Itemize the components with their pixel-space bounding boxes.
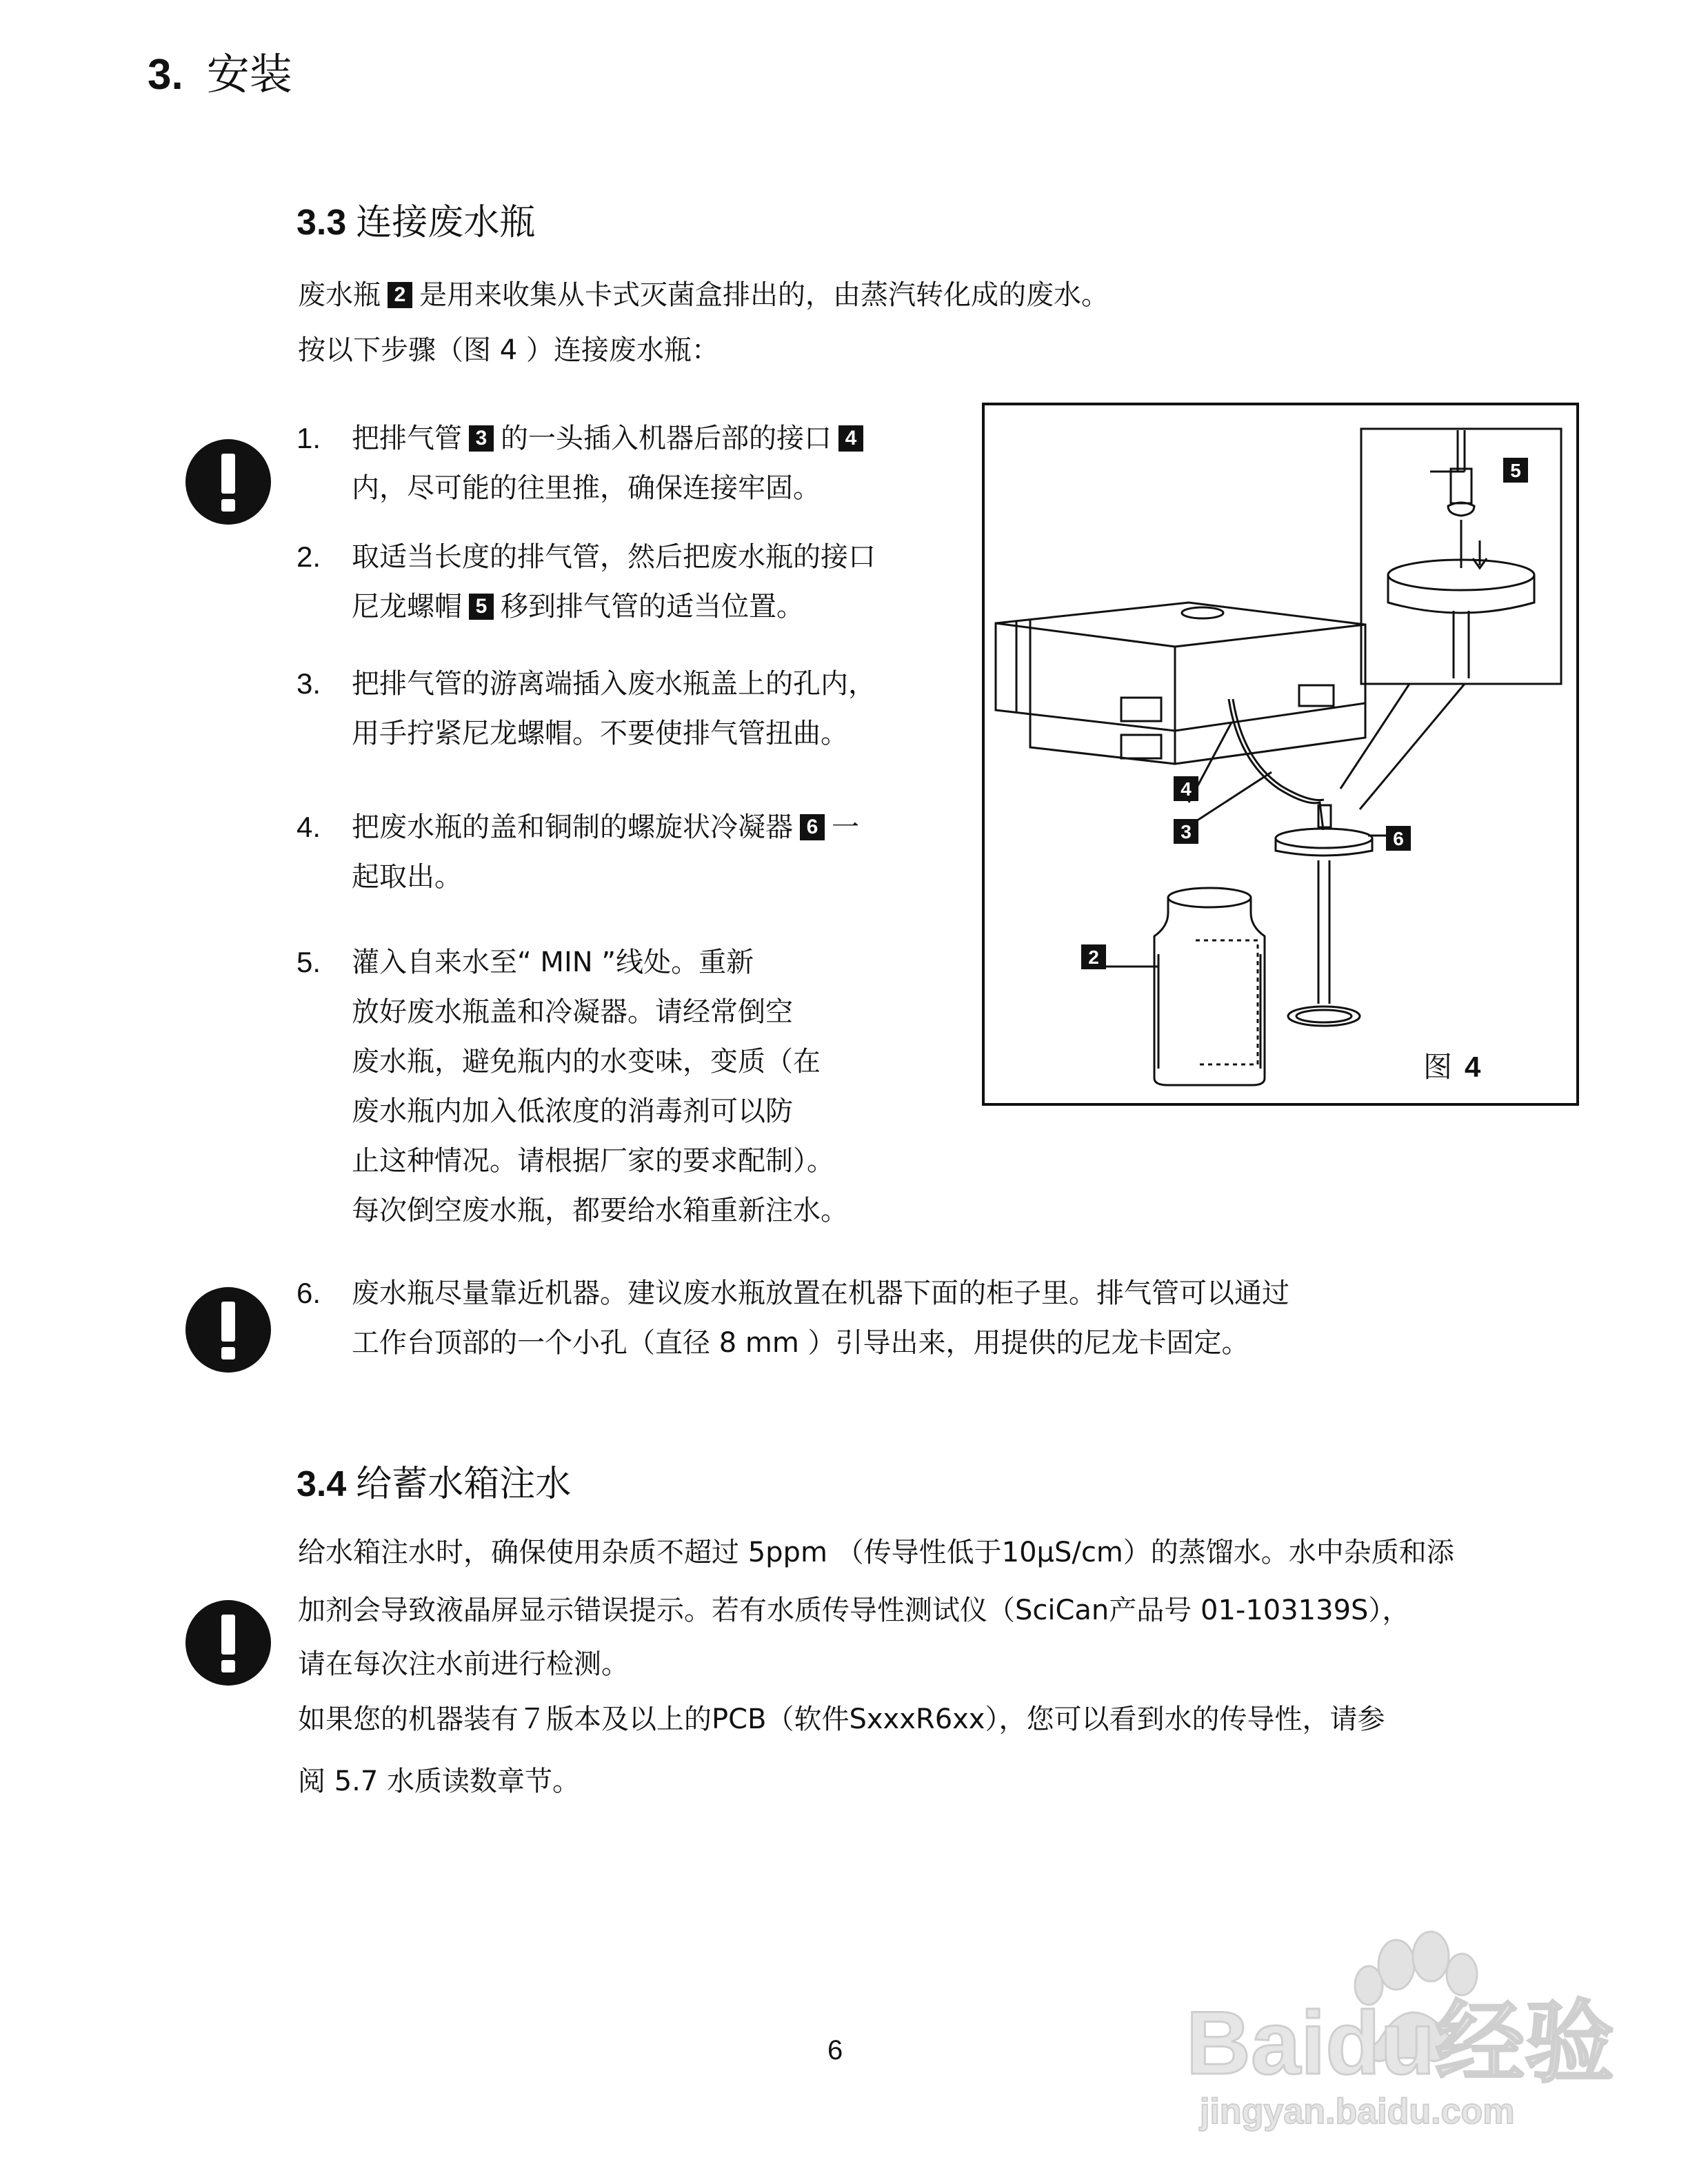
svg-text:6: 6 (1393, 828, 1404, 849)
step-number: 1. (297, 422, 321, 454)
chapter-title: 安装 (206, 49, 292, 99)
step-5-line-4: 废水瓶内加入低浓度的消毒剂可以防 (352, 1095, 793, 1127)
section-3-4-line-2: 加剂会导致液晶屏显示错误提示。若有水质传导性测试仪（SciCan产品号 01-103139S）， (298, 1595, 1410, 1626)
svg-text:Baidu经验: Baidu经验 (1186, 1992, 1615, 2093)
warning-exclamation-icon (185, 1286, 272, 1373)
figure-4-illustration (982, 403, 1579, 1106)
figure-caption-number: 4 (1465, 1051, 1481, 1083)
section-3-4-line-3: 请在每次注水前进行检测。 (298, 1648, 629, 1680)
step-6-line-2: 工作台顶部的一个小孔（直径 8 mm ）引导出来，用提供的尼龙卡固定。 (352, 1327, 1249, 1359)
intro-text: 是用来收集从卡式灭菌盒排出的，由蒸汽转化成的废水。 (419, 279, 1109, 311)
step-number: 4. (297, 811, 321, 843)
step-2-line-1: 取适当长度的排气管，然后把废水瓶的接口 (352, 541, 876, 573)
baidu-watermark-logo (1172, 1889, 1655, 2137)
figure-callout-6 (1386, 826, 1411, 851)
section-3-4-line-5: 阅 5.7 水质读数章节。 (298, 1766, 581, 1797)
intro-line-1 (298, 276, 1109, 314)
step-text: 的一头插入机器后部的接口 (501, 423, 832, 454)
step-5-line-6: 每次倒空废水瓶，都要给水箱重新注水。 (352, 1195, 848, 1226)
step-number: 6. (297, 1277, 321, 1309)
section-3-4-line-4: 如果您的机器装有７版本及以上的PCB（软件SxxxR6xx），您可以看到水的传导性，请参 (298, 1703, 1385, 1735)
step-number: 2. (297, 540, 321, 573)
figure-callout-3 (1174, 819, 1198, 844)
intro-text: 废水瓶 (298, 279, 381, 311)
step-5-line-5: 止这种情况。请根据厂家的要求配制）。 (352, 1145, 834, 1177)
section-3-4-number: 3.4 (297, 1464, 347, 1504)
warning-exclamation-icon (185, 438, 272, 525)
figure-callout-5 (1503, 458, 1528, 483)
step-3-line-1: 把排气管的游离端插入废水瓶盖上的孔内， (352, 668, 876, 700)
figure-callout-4 (1174, 776, 1198, 801)
step-text: 尼龙螺帽 (352, 591, 462, 623)
step-number: 3. (297, 667, 321, 700)
figure-caption-label: 图 (1423, 1050, 1453, 1084)
callout-badge-3: 3 (469, 425, 494, 452)
callout-badge-2: 2 (388, 282, 412, 308)
step-text: 一 (832, 811, 859, 843)
svg-text:2: 2 (1088, 947, 1099, 968)
step-4-line-2: 起取出。 (352, 861, 462, 893)
step-text: 移到排气管的适当位置。 (501, 591, 804, 623)
section-3-3-heading (297, 200, 535, 245)
step-5-line-2: 放好废水瓶盖和冷凝器。请经常倒空 (352, 996, 793, 1028)
intro-line-2: 按以下步骤（图 4 ）连接废水瓶： (298, 334, 719, 366)
svg-text:3: 3 (1180, 821, 1192, 842)
chapter-heading (148, 47, 292, 103)
section-3-4-line-1: 给水箱注水时，确保使用杂质不超过 5ppm （传导性低于10µS/cm）的蒸馏水。水中杂质和添 (298, 1537, 1454, 1568)
svg-text:jingyan.baidu.com: jingyan.baidu.com (1200, 2092, 1515, 2132)
step-1-line-2: 内，尽可能的往里推，确保连接牢固。 (352, 472, 821, 504)
step-number: 5. (297, 946, 321, 978)
step-text: 把废水瓶的盖和铜制的螺旋状冷凝器 (352, 811, 793, 843)
chapter-number: 3. (148, 51, 183, 99)
callout-badge-6: 6 (800, 814, 825, 840)
figure-callout-2 (1081, 944, 1106, 969)
svg-text:5: 5 (1510, 460, 1521, 481)
section-3-3-number: 3.3 (297, 203, 347, 243)
step-2-line-2 (352, 582, 804, 631)
step-1-line-1 (352, 414, 870, 463)
section-3-3-title: 连接废水瓶 (356, 202, 536, 243)
page-number: 6 (827, 2035, 843, 2065)
section-3-4-title: 给蓄水箱注水 (356, 1464, 572, 1505)
step-5-line-1: 灌入自来水至“ MIN ”线处。重新 (352, 947, 754, 978)
callout-badge-4: 4 (838, 425, 863, 452)
step-4-line-1 (352, 802, 859, 852)
callout-badge-5: 5 (469, 594, 494, 620)
step-text: 把排气管 (352, 423, 462, 454)
section-3-4-heading (297, 1462, 571, 1507)
warning-exclamation-icon (185, 1599, 272, 1686)
figure-caption (1423, 1048, 1480, 1086)
step-6-line-1: 废水瓶尽量靠近机器。建议废水瓶放置在机器下面的柜子里。排气管可以通过 (352, 1277, 1289, 1309)
step-3-line-2: 用手拧紧尼龙螺帽。不要使排气管扭曲。 (352, 718, 848, 749)
svg-text:4: 4 (1180, 778, 1192, 800)
step-5-line-3: 废水瓶，避免瓶内的水变味，变质（在 (352, 1046, 821, 1078)
